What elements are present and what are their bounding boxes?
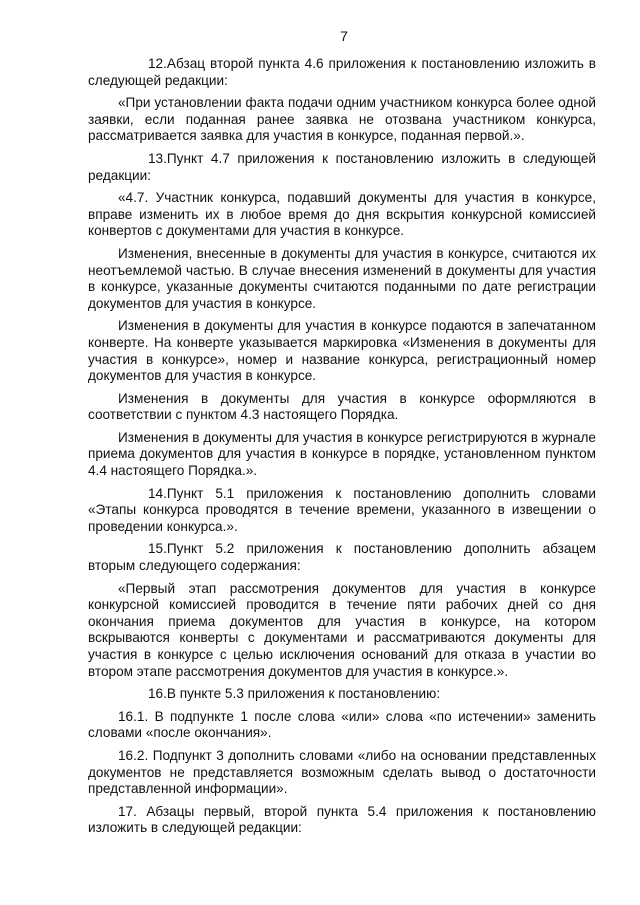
paragraph-formalized	[88, 391, 596, 424]
paragraph-changes-part	[88, 246, 596, 312]
paragraph-12-quote	[88, 95, 596, 145]
paragraph-sealed-envelope	[88, 318, 596, 384]
paragraph-16-1	[88, 709, 596, 742]
paragraph-registered	[88, 430, 596, 480]
paragraph-text: Пункт 5.1 приложения к постановлению дополнить словами «Этапы конкурса проводятся в течение времени, указанного в извещении о проведении конкурса.».	[88, 485, 596, 534]
paragraph-text: Изменения в документы для участия в конкурсе оформляются в соответствии с пунктом 4.3 настоящего Порядка.	[88, 390, 596, 423]
paragraph-4-7	[88, 190, 596, 240]
paragraph-15	[88, 541, 596, 574]
page-number: 7	[340, 28, 348, 44]
paragraph-16	[88, 686, 596, 703]
item-number: 14.	[148, 485, 167, 501]
item-number: 15.	[148, 541, 167, 557]
item-number: 16.	[148, 686, 167, 702]
paragraph-text: В пункте 5.3 приложения к постановлению:	[166, 686, 441, 702]
paragraph-text: 16.1. В подпункте 1 после слова «или» слова «по истечении» заменить словами «после окончания».	[88, 708, 596, 741]
paragraph-text: Абзац второй пункта 4.6 приложения к постановлению изложить в следующей редакции:	[88, 56, 596, 88]
paragraph-text: 16.2. Подпункт 3 дополнить словами «либо на основании представленных документов не представляется возможным сделать вывод о достаточности представленной информации».	[88, 747, 596, 797]
paragraph-text: Изменения, внесенные в документы для участия в конкурсе, считаются их неотъемлемой частью. В случае внесения изменений в документы для участия в конкурсе, указанные документы считаются поданными по дате регистрации документов для участия в конкурсе.	[88, 245, 596, 311]
paragraph-text: 17. Абзацы первый, второй пункта 5.4 приложения к постановлению изложить в следующей редакции:	[88, 803, 596, 836]
paragraph-text: «Первый этап рассмотрения документов для участия в конкурсе конкурсной комиссией проводится в течение пяти рабочих дней со дня окончания приема документов для участия в конкурсе, на котором вскрываются конверты с документами и рассматриваются документы для участия в конкурсе с целью исключения оснований для отказа в участии во втором этапе рассмотрения документов для участия в конкурсе.».	[88, 580, 596, 679]
paragraph-17	[88, 804, 596, 837]
paragraph-text: «При установлении факта подачи одним участником конкурса более одной заявки, если поданная ранее заявка не отозвана участником конкурса, рассматривается заявка для участия в конкурсе, поданная первой.».	[88, 95, 596, 144]
item-number: 13.	[148, 150, 167, 166]
paragraph-text: Пункт 4.7 приложения к постановлению изложить в следующей редакции:	[88, 150, 596, 183]
paragraph-text: «4.7. Участник конкурса, подавший документы для участия в конкурсе, вправе изменить их в любое время до дня вскрытия конкурсной комиссией конвертов с документами для участия в конкурсе.	[88, 190, 596, 239]
paragraph-13	[88, 151, 596, 184]
paragraph-text: Изменения в документы для участия в конкурсе регистрируются в журнале приема документов для участия в конкурсе в порядке, установленном пунктом 4.4 настоящего Порядка.».	[88, 429, 596, 479]
item-number: 12.	[148, 56, 167, 71]
paragraph-first-stage	[88, 581, 596, 681]
paragraph-16-2	[88, 748, 596, 798]
paragraph-14	[88, 486, 596, 536]
paragraph-text: Пункт 5.2 приложения к постановлению дополнить абзацем вторым следующего содержания:	[88, 541, 596, 574]
paragraph-12	[88, 56, 596, 89]
paragraph-text: Изменения в документы для участия в конкурсе подаются в запечатанном конверте. На конверте указывается маркировка «Изменения в документы для участия в конкурсе», номер и название конкурса, регистрационный номер документов для участия в конкурсе.	[88, 318, 596, 384]
